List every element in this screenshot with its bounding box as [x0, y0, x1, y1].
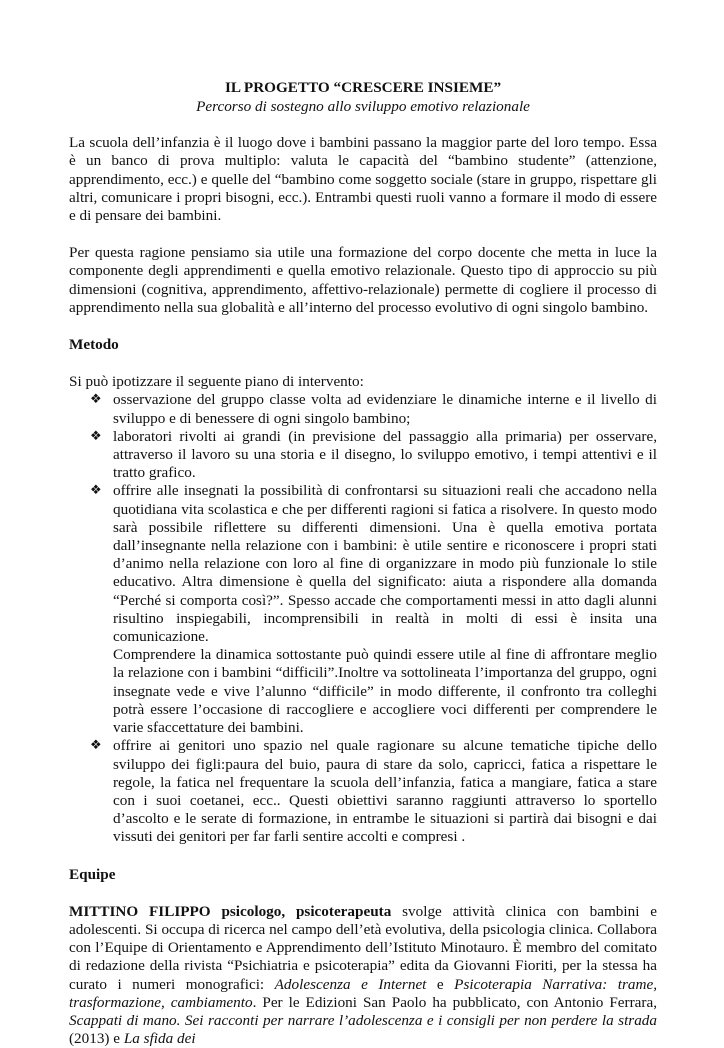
list-item-text: laboratori rivolti ai grandi (in previsione del passaggio alla primaria) per osservare, attraverso il lavoro su una storia e il disegno, lo sviluppo emotivo, i tempi attentivi e il tratto grafico.	[113, 427, 657, 482]
member-name: MITTINO FILIPPO psicologo, psicoterapeuta	[69, 902, 392, 920]
document-subtitle: Percorso di sostegno allo sviluppo emotivo relazionale	[196, 98, 530, 115]
list-item	[69, 391, 657, 427]
book-title: Scappati di mano. Sei racconti per narrare l’adolescenza e i consigli per non perdere la strada	[69, 1011, 657, 1029]
intro-paragraph-2: Per questa ragione pensiamo sia utile una formazione del corpo docente che metta in luce la componente degli apprendimenti e quella emotivo relazionale. Questo tipo di approccio su più dimensioni (cognitiva, apprendimento, affettivo-relazionale) permette di cogliere il processo di apprendimento nella sua globalità e all’interno del processo evolutivo di ogni singolo bambino.	[69, 244, 657, 316]
list-item-text: osservazione del gruppo classe volta ad evidenziare le dinamiche interne e il livello di sviluppo e di benessere di ogni singolo bambino;	[113, 391, 657, 427]
diamond-bullet-icon: ❖	[90, 738, 102, 754]
bio-text: . Per le Edizioni San Paolo ha pubblicato, con Antonio Ferrara,	[252, 993, 657, 1011]
metodo-heading: Metodo	[69, 336, 119, 354]
list-item-text: offrire ai genitori uno spazio nel quale ragionare su alcune tematiche tipiche dello sviluppo dei figli:paura del buio, paura di stare da solo, capricci, fatica a rispettare le regole, la fatica nel frequentare la scuola dell’infanzia, fatica a mangiare, fatica a stare con i suoi coetanei, ecc.. Questi obiettivi saranno raggiunti attraverso lo sportello d’ascolto e le serate di formazione, in entrambe le situazioni si partirà dai bisogni e dai vissuti dei genitori per far farli sentire accolti e compresi .	[113, 737, 657, 846]
document-page	[69, 76, 657, 1048]
intro-paragraph-1: La scuola dell’infanzia è il luogo dove i bambini passano la maggior parte del loro tempo. Essa è un banco di prova multiplo: valuta le capacità del “bambino studente” (attenzione, apprendimento, ecc.) e quelle del “bambino come soggetto sociale (stare in gruppo, rispettare gli altri, comunicare i propri bisogni, ecc.). Entrambi questi ruoli vanno a formare il modo di essere e di pensare dei bambini.	[69, 134, 657, 225]
book-title: Psicoterapia Narrativa: trame, trasformazione, cambiamento	[69, 975, 657, 1011]
document-title: IL PROGETTO “CRESCERE INSIEME”	[224, 79, 502, 96]
bio-text: svolge attività clinica con bambini e adolescenti. Si occupa di ricerca nel campo dell’età evolutiva, della psicologia clinica. Collabora con l’Equipe di Orientamento e Apprendimento dell’Istituto Minotauro. È membro del comitato di redazione della rivista “Psichiatria e psicoterapia” edita da Giovanni Fioriti, per la stessa ha curato i numeri monografici:	[69, 902, 657, 993]
metodo-list	[69, 391, 657, 846]
list-item	[69, 428, 657, 483]
bio-text: e	[426, 975, 455, 993]
equipe-member-bio	[69, 903, 657, 1048]
list-item-text: offrire alle insegnati la possibilità di confrontarsi su situazioni reali che accadono nella quotidiana vita scolastica e che per differenti ragioni si fatica a risolvere. In questo modo sarà possibile riflettere su differenti dimensioni. Una è quella emotiva portata dall’insegnante nella relazione con i bambini: è utile sentire e riconoscere i propri stati d’animo nella relazione con loro al fine di organizzare in modo più funzionale lo stile educativo. Altra dimensione è quella del significato: aiuta a rispondere alla domanda “Perché si comporta così?”. Spesso accade che comportamenti messi in atto dagli alunni risultino inspiegabili, incomprensibili in realtà in molti di essi è insita una comunicazione.	[113, 482, 657, 646]
diamond-bullet-icon: ❖	[90, 428, 102, 444]
list-item	[69, 482, 657, 737]
equipe-heading: Equipe	[69, 865, 116, 883]
diamond-bullet-icon: ❖	[90, 392, 102, 408]
list-item-continuation: Comprendere la dinamica sottostante può quindi essere utile al fine di affrontare meglio la relazione con i bambini “difficili”.Inoltre va sottolineata l’importanza del gruppo, ogni insegnate vede e vive l’alunno “difficile” in modo differente, il confronto tra colleghi potrà essere l’occasione di raccogliere e accogliere voci differenti per comprendere le varie sfaccettature dei bambini.	[113, 646, 657, 737]
book-title: Adolescenza e Internet	[274, 975, 427, 993]
list-item	[69, 737, 657, 846]
diamond-bullet-icon: ❖	[90, 483, 102, 499]
book-title: La sfida dei	[123, 1030, 196, 1048]
metodo-intro: Si può ipotizzare il seguente piano di intervento:	[69, 373, 364, 391]
bio-text: (2013) e	[69, 1030, 124, 1048]
